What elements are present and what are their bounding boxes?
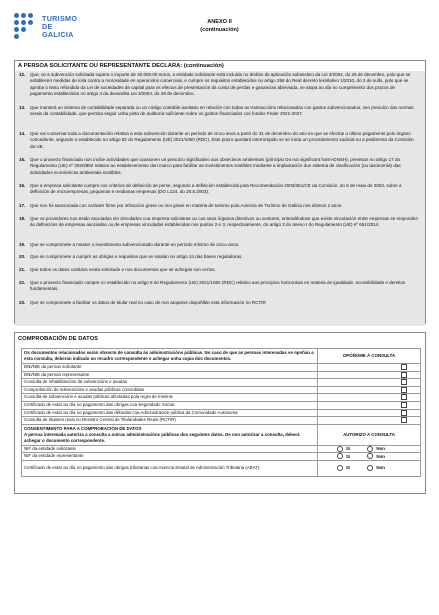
table-row [22, 409, 421, 417]
row-label: Consulta de titulares reais no Rexistro Central de Titularidades Reais (RCTIR) [22, 417, 318, 425]
table-row: Certificado de estar ao día no pagamento das obrigas tributarias coa Axencia Estatal de Administración Tributaria (AEAT) Si Non [22, 460, 421, 476]
oppose-checkbox[interactable] [401, 410, 407, 416]
yes-radio[interactable] [337, 453, 343, 459]
oppose-checkbox[interactable] [401, 417, 407, 423]
annex-title: ANEXO II [207, 19, 232, 25]
row-label: DNI/NIE da persoa solicitante [22, 364, 318, 372]
row-label: DNI/NIE da persoa representante [22, 371, 318, 379]
row-label: Certificado de estar ao día no pagamento das débedas coa Administración pública da Comunidade Autónoma [22, 409, 318, 417]
data-verification-section [14, 332, 426, 494]
authorize-header: AUTORIZO A CONSULTA [318, 424, 421, 445]
table-row [22, 401, 421, 409]
declaration-title: A PERSOA SOLICITANTE OU REPRESENTANTE DECLARA: (continuación) [18, 63, 224, 69]
oppose-checkbox[interactable] [401, 364, 407, 370]
oppose-checkbox[interactable] [401, 394, 407, 400]
yes-radio[interactable] [337, 446, 343, 452]
oppose-checkbox[interactable] [401, 372, 407, 378]
consent-title: CONSENTIMENTO PARA A COMPROBACIÓN DE DATOS [24, 425, 142, 431]
no-radio[interactable] [367, 446, 373, 452]
row-label: Consulta de subvencións e axudas públicas afectadas pola regra de minimis [22, 394, 318, 402]
no-radio[interactable] [367, 453, 373, 459]
verification-title: COMPROBACIÓN DE DATOS [18, 336, 98, 342]
oppose-checkbox[interactable] [401, 379, 407, 385]
table-row [22, 379, 421, 387]
row-label: Certificado de estar ao día no pagamento das obrigas tributarias coa Axencia Estatal de Administración Tributaria (AEAT) [22, 460, 318, 476]
row-label: NIF da entidade representante [22, 453, 318, 461]
table-row [22, 371, 421, 379]
verification-intro: Os documentos relacionados serán obxecto de consulta ás administracións públicas. No caso de que as persoas interesadas se opoñan a esta consulta, deberán indicalo no recadro correspondente e achegar unha copia dos documentos. [22, 349, 318, 364]
table-row: NIF da entidade representante Si Non [22, 453, 421, 461]
row-label: Comprobación de subvencións e axudas públicas concedidas [22, 386, 318, 394]
table-row [22, 417, 421, 425]
oppose-header: OPÓÑOME Á CONSULTA [318, 349, 421, 364]
logo-line-1: TURISMO [42, 14, 78, 23]
row-label: Consulta de inhabilitacións de subvencións e axudas [22, 379, 318, 387]
declaration-section: A PERSOA SOLICITANTE OU REPRESENTANTE DECLARA: (continuación) 12. Que, se a subvención solicitada supera o importe de 30.000,00 euros, a entidade solicitante está incluída no ámbito de aplicación subxectivo da Lei 3/2004, do 29 de decembro, polo que se establecen medidas de loita contra a morosidade en operacións comerciais, e cumpre os requisitos establecidos no artigo 258 do Real decreto lexislativo 1/2010, do 2 de xullo, polo que se aproba o texto refundido da Lei de sociedades de capital para os efectos de presentación da conta de perdas e ganancias abreviada, se atopa ao día no cumprimento dos prazos de pagamento establecidos no artigo 4 da devandita Lei 3/2004, do 29 de decembro. 13. Que manterá un sistema de contabilidade separada ou un código contable axeitado en relación con todas as transaccións relacionadas cos gastos subvencionados, sen prexuízo das normas xerais da contabilidade, que permita seguir unha pista de auditoría suficiente sobre os gastos financiados cos fondos Feder 2021-2027. 14. Que vai conservar toda a documentación relativa a esta subvención durante un período de cinco anos a partir do 31 de decembro do ano en que se efectúe o último pagamento polo órgano concedente, segundo o establecido no artigo 82 do Regulamento (UE) 2021/1060 (RDC). Este prazo quedará interrompido se se inicia un procedemento xudicial ou a pedimento da Comisión da UE. 15. Que o proxecto financiado non inclúe actividades que ocasionen un prexuízo significativo aos obxectivos ambientais (principio Do not significant harm-DNSH), previstos no artigo 17 do Regulamento (UE) nº 2020/852 relativo ao establecemento dun marco para facilitar as investimentos sostibles mediante a implantación dun sistema de clasificación (ou taxonomía) das actividades económicas ambientais sostibles. 16. Que a empresa solicitante cumpre cos criterios de definición de peme, segundo a definición establecida pola Recomendación 2003/361/CE da Comisión, do 6 de maio de 2003, sobre a definición de microempresas, pequenas e medianas empresas (DO L124, do 20.5.2003). 17. Que non foi sancionada con carácter firme por infracción grave ou moi grave en materia de turismo pola Axencia de Turismo de Galicia nos últimos 2 anos. 18. Que os provedores non están asociados nin vinculados coa empresa solicitante ou cos seus órganos directivos ou xestores, entendéndose que existe vinculación entre empresas se responden ás definicións de empresas asociadas ou de empresas vinculadas establecidas nos puntos 2 e 3, respectivamente, do artigo 3 do anexo I do Regulamento (UE) nº 651/2014. 19. Que se compromete a manter o investimento subvencionado durante un período mínimo de cinco anos. 20. Que se compromete a cumprir as obrigas e requisitos que se sinalan no artigo 24 das bases reguladoras. 21. Que todos os datos contidos nesta solicitude e nos documentos que se achegan son certos. 22. Que o proxecto financiado cumpre co establecido no artigo 9 do Regulamento (UE) 2021/1060 (RDC) relativo aos principios horizontais en materia de igualdade, accesibilidade e dereitos fundamentais. 23. Que se compromete a facilitar os datos de titular real no caso de non atoparse dispoñible esta información no RCTIR [14, 60, 426, 324]
consent-header-row [22, 424, 421, 445]
oppose-checkbox[interactable] [401, 387, 407, 393]
table-row [22, 364, 421, 372]
table-row [22, 386, 421, 394]
table-row [22, 394, 421, 402]
yes-radio[interactable] [337, 465, 343, 471]
verification-table [21, 348, 421, 477]
annex-subtitle: (continuación) [200, 27, 239, 33]
table-row: NIF da entidade solicitante Si Non [22, 445, 421, 453]
row-label: Certificado de estar ao día no pagamento das obrigas coa Seguridade Social [22, 401, 318, 409]
logo-line-2: DE [42, 22, 53, 31]
oppose-checkbox[interactable] [401, 402, 407, 408]
logo-line-3: GALICIA [42, 30, 74, 39]
page-header [0, 0, 439, 56]
no-radio[interactable] [367, 465, 373, 471]
row-label: NIF da entidade solicitante [22, 445, 318, 453]
consent-intro: A persoa interesada autoriza a consulta a outras administracións públicas dos seguintes datos. De non autorizar a consulta, deberá achegar o documento correspondente. [24, 431, 300, 443]
verification-header-row [22, 349, 421, 364]
